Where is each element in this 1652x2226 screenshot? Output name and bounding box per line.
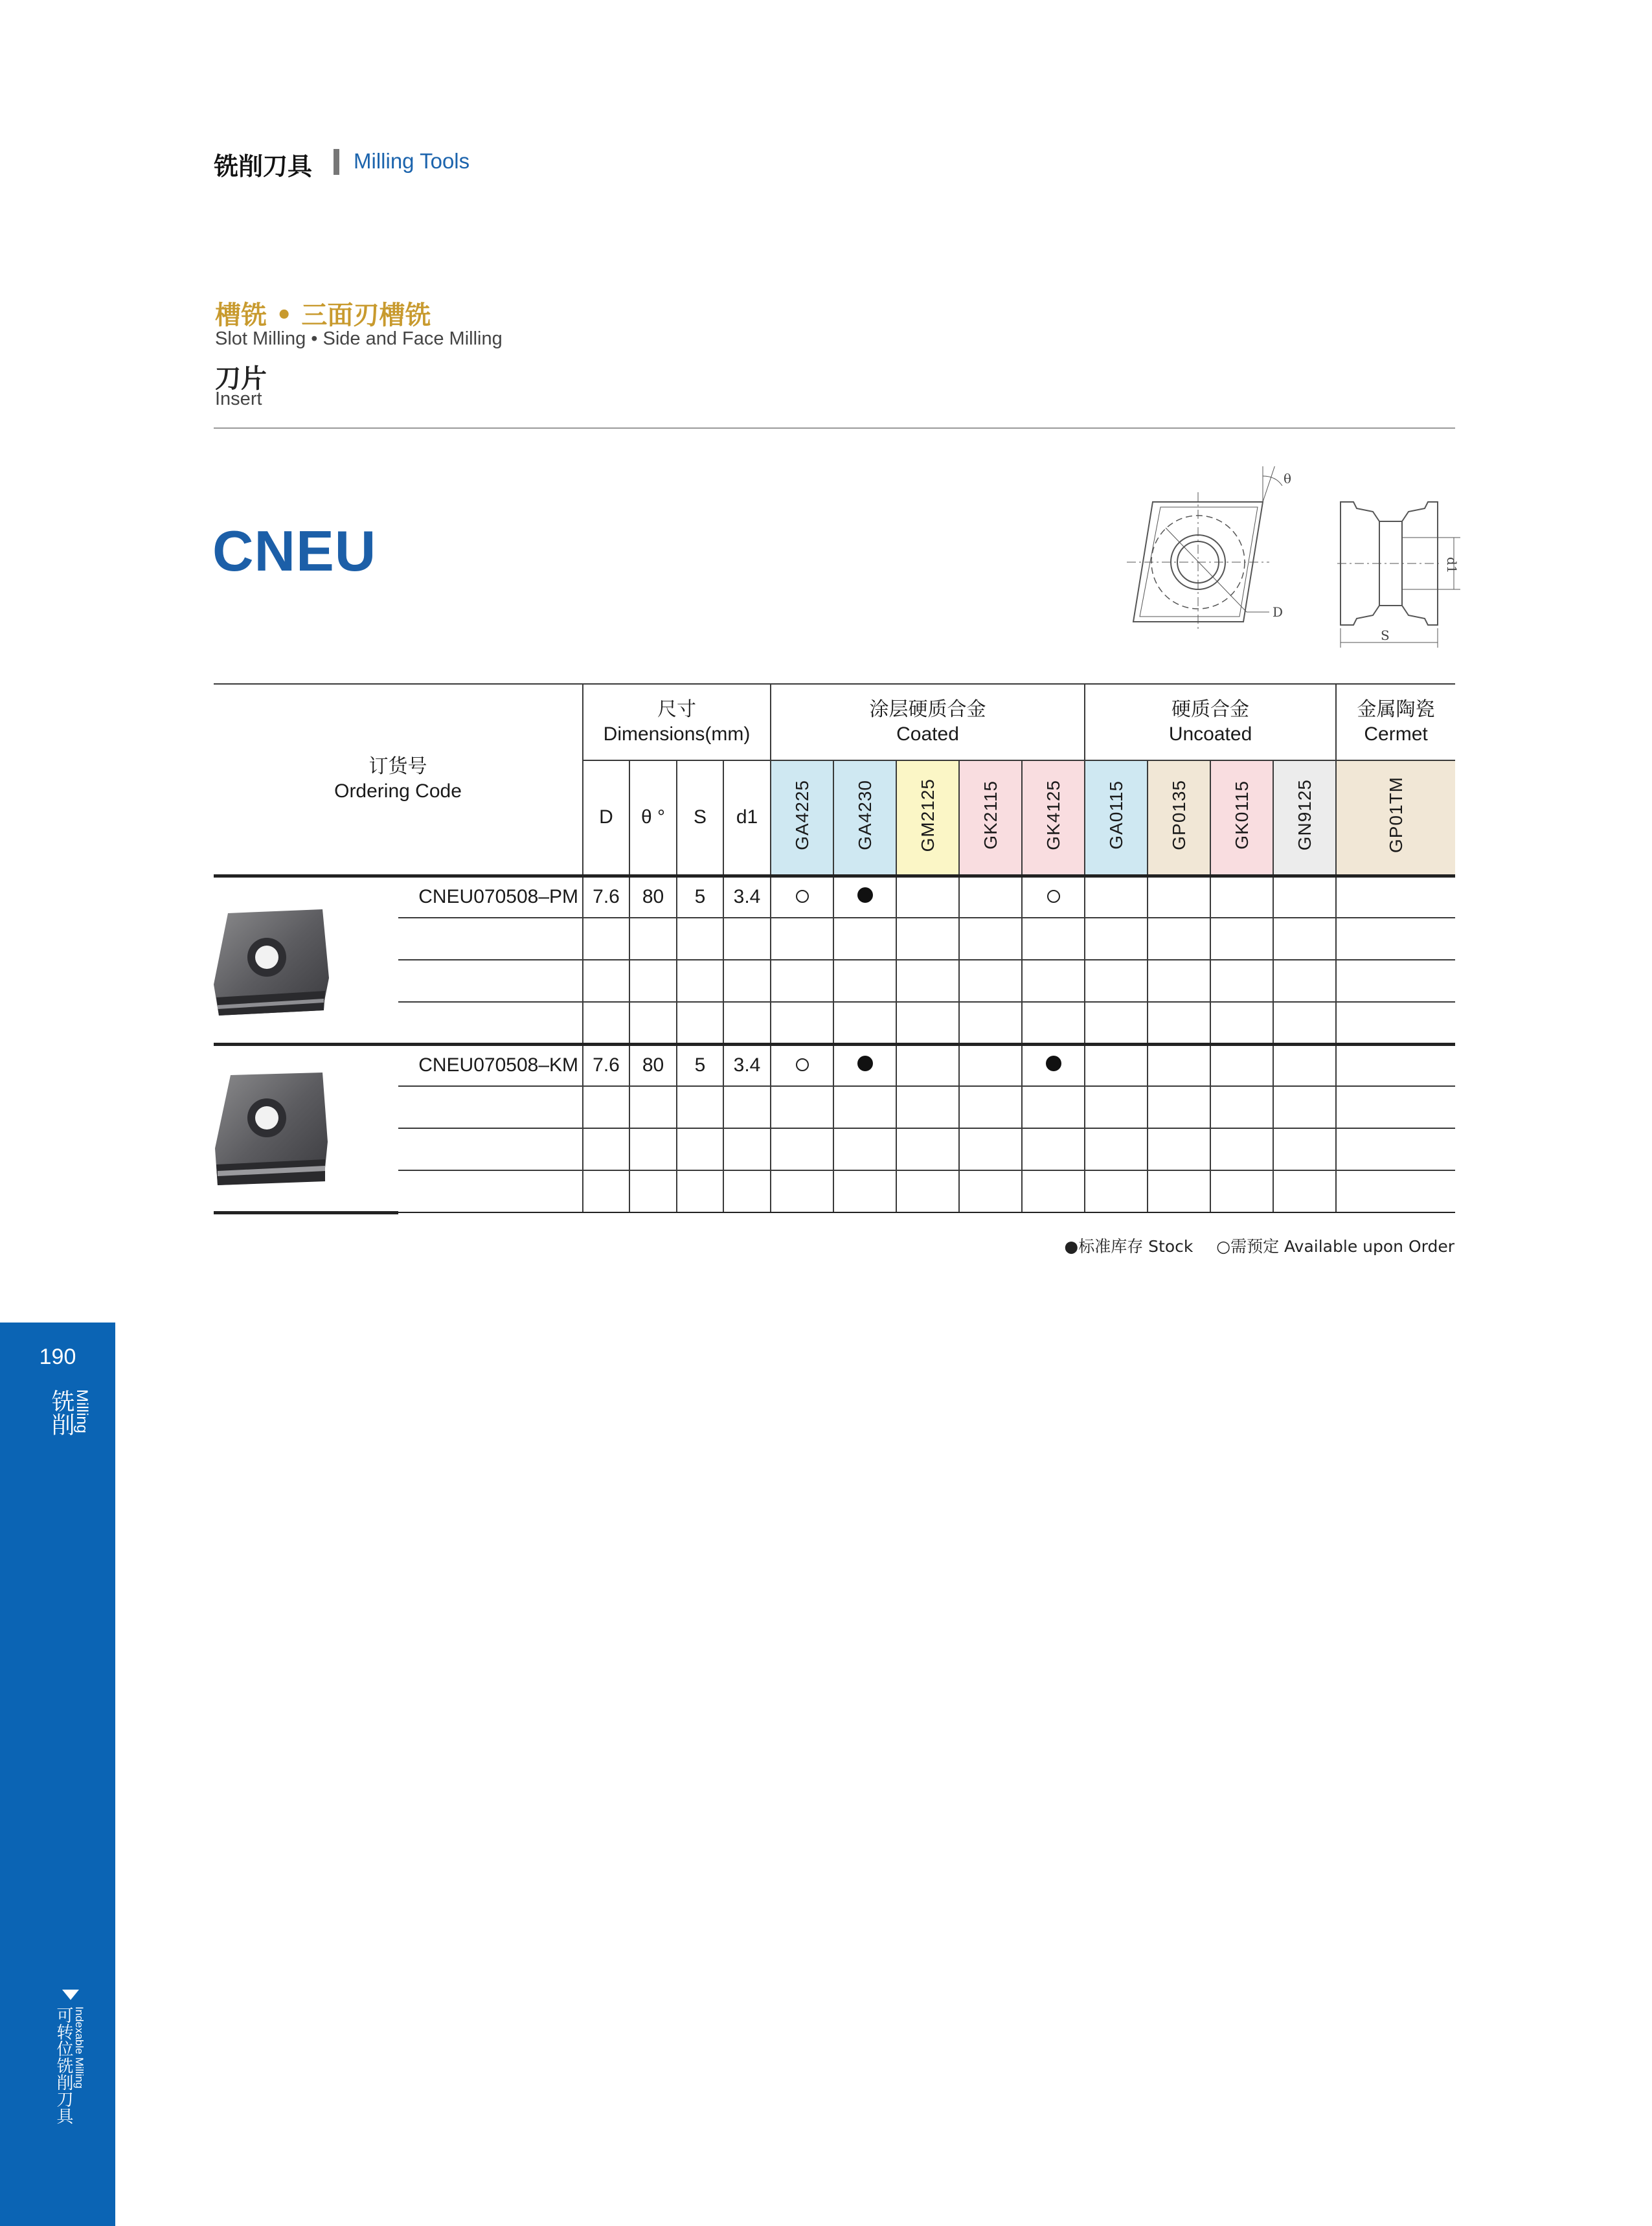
legend xyxy=(1064,1234,1454,1257)
empty-cell xyxy=(398,1086,583,1128)
grade-cell xyxy=(1336,918,1455,960)
grade-cell xyxy=(1022,960,1085,1002)
ordering-code: CNEU070508–KM xyxy=(398,1044,583,1086)
grade-cell xyxy=(1022,1086,1085,1128)
grade-cell xyxy=(1022,1170,1085,1212)
grade-cell xyxy=(896,1086,959,1128)
stock-filled-icon xyxy=(857,1056,873,1071)
grade-cell xyxy=(1210,1128,1273,1170)
empty-cell xyxy=(677,960,723,1002)
grade-cell xyxy=(1273,918,1336,960)
grade-cell xyxy=(896,960,959,1002)
dim-col-d1: d1 xyxy=(723,760,771,876)
grade-cell xyxy=(1085,1086,1148,1128)
label-theta: θ xyxy=(1284,471,1292,486)
label-d1: d1 xyxy=(1444,557,1460,574)
grade-cell xyxy=(1148,918,1210,960)
legend-stock: ●标准库存 Stock xyxy=(1064,1237,1194,1256)
grade-cell xyxy=(1210,1170,1273,1212)
grade-label: GK4125 xyxy=(1043,779,1063,850)
grade-cell xyxy=(1273,1170,1336,1212)
grade-cell xyxy=(1210,960,1273,1002)
grade-col-gm2125 xyxy=(896,760,959,876)
grade-cell xyxy=(833,960,896,1002)
grade-label: GM2125 xyxy=(917,778,938,852)
table-row-empty xyxy=(214,1128,1455,1170)
grade-cell xyxy=(833,1128,896,1170)
grade-cell xyxy=(959,1044,1022,1086)
grade-cell xyxy=(959,876,1022,918)
empty-cell xyxy=(723,1170,771,1212)
empty-cell xyxy=(583,1002,629,1044)
grade-cell xyxy=(1085,1002,1148,1044)
grade-label: GA0115 xyxy=(1105,780,1126,850)
grade-cell xyxy=(771,960,833,1002)
grade-cell xyxy=(896,1128,959,1170)
grade-col-ga4225 xyxy=(771,760,833,876)
cermet-en: Cermet xyxy=(1364,723,1428,745)
grade-cell xyxy=(1148,1086,1210,1128)
grade-col-gk0115 xyxy=(1210,760,1273,876)
grade-cell xyxy=(896,876,959,918)
table-row-empty xyxy=(214,918,1455,960)
model-name: CNEU xyxy=(212,519,377,583)
grade-cell xyxy=(1022,1044,1085,1086)
ordering-code-en: Ordering Code xyxy=(334,780,462,802)
grade-cell xyxy=(1085,1128,1148,1170)
grade-cell xyxy=(1273,1086,1336,1128)
grade-label: GA4225 xyxy=(791,779,812,850)
dim-value-D: 7.6 xyxy=(583,1044,629,1086)
grade-cell xyxy=(1273,1128,1336,1170)
coated-header xyxy=(771,684,1085,760)
grade-label: GK0115 xyxy=(1231,780,1252,850)
grade-cell xyxy=(833,876,896,918)
grade-cell xyxy=(959,1086,1022,1128)
grade-cell xyxy=(1336,1128,1455,1170)
empty-cell xyxy=(629,1128,677,1170)
ordering-table xyxy=(214,683,1455,1214)
ordering-code-header xyxy=(214,684,583,876)
grade-label: GK2115 xyxy=(980,780,1001,850)
page-number: 190 xyxy=(39,1345,76,1369)
grade-cell xyxy=(1210,1002,1273,1044)
grade-cell xyxy=(1022,918,1085,960)
grade-cell xyxy=(1336,1002,1455,1044)
table-row-empty xyxy=(214,1002,1455,1044)
stock-filled-icon xyxy=(1046,1056,1061,1071)
grade-cell xyxy=(959,1128,1022,1170)
ordering-code-cn: 订货号 xyxy=(368,756,427,778)
grade-cell xyxy=(771,1044,833,1086)
header-divider xyxy=(334,149,339,175)
empty-cell xyxy=(398,1128,583,1170)
grade-cell xyxy=(1085,918,1148,960)
ordering-code: CNEU070508–PM xyxy=(398,876,583,918)
grade-cell xyxy=(1336,960,1455,1002)
coated-cn: 涂层硬质合金 xyxy=(869,699,986,720)
grade-cell xyxy=(771,1086,833,1128)
sidebar-label-en: Milling xyxy=(73,1389,91,1434)
grade-cell xyxy=(1022,876,1085,918)
table-row-empty xyxy=(214,1170,1455,1212)
grade-label: GP0135 xyxy=(1168,779,1189,850)
empty-cell xyxy=(629,960,677,1002)
grade-cell xyxy=(1148,1128,1210,1170)
cermet-header xyxy=(1336,684,1455,760)
insert-title-en: Insert xyxy=(215,389,262,409)
sidebar-bottom-en: Indexable Milling xyxy=(73,2006,85,2089)
grade-cell xyxy=(1148,960,1210,1002)
grade-cell xyxy=(771,1128,833,1170)
empty-cell xyxy=(629,1002,677,1044)
uncoated-header xyxy=(1085,684,1336,760)
empty-cell xyxy=(583,918,629,960)
grade-cell xyxy=(1336,1170,1455,1212)
grade-cell xyxy=(959,1002,1022,1044)
empty-cell xyxy=(398,960,583,1002)
order-circle-icon xyxy=(796,1058,809,1071)
grade-cell xyxy=(1273,876,1336,918)
insert-technical-drawing xyxy=(1114,466,1464,654)
grade-cell xyxy=(1085,960,1148,1002)
legend-order: ○需预定 Available upon Order xyxy=(1216,1237,1454,1256)
dim-col-D: D xyxy=(583,760,629,876)
dimensions-en: Dimensions(mm) xyxy=(603,723,751,745)
insert-image-km xyxy=(214,1067,330,1190)
uncoated-en: Uncoated xyxy=(1168,723,1252,745)
empty-cell xyxy=(677,1170,723,1212)
empty-cell xyxy=(398,1170,583,1212)
grade-cell xyxy=(896,1044,959,1086)
grade-cell xyxy=(1022,1128,1085,1170)
stock-filled-icon xyxy=(857,887,873,903)
section-title-en: Slot Milling • Side and Face Milling xyxy=(215,328,503,349)
order-circle-icon xyxy=(796,890,809,903)
grade-cell xyxy=(896,1002,959,1044)
table-row-empty xyxy=(214,1086,1455,1128)
grade-cell xyxy=(1210,1086,1273,1128)
grade-col-ga0115 xyxy=(1085,760,1148,876)
empty-cell xyxy=(677,1086,723,1128)
grade-cell xyxy=(771,1170,833,1212)
grade-cell xyxy=(1085,876,1148,918)
empty-cell xyxy=(723,1002,771,1044)
dim-value-D: 7.6 xyxy=(583,876,629,918)
empty-cell xyxy=(677,1002,723,1044)
grade-cell xyxy=(896,918,959,960)
grade-label: GA4230 xyxy=(854,779,875,850)
empty-cell xyxy=(629,1170,677,1212)
grade-cell xyxy=(1148,1170,1210,1212)
empty-cell xyxy=(583,1128,629,1170)
grade-cell xyxy=(1273,960,1336,1002)
grade-col-gk2115 xyxy=(959,760,1022,876)
empty-cell xyxy=(677,918,723,960)
empty-cell xyxy=(629,1086,677,1128)
grade-cell xyxy=(1336,1044,1455,1086)
grade-col-gp01tm xyxy=(1336,760,1455,876)
grade-cell xyxy=(1273,1002,1336,1044)
empty-cell xyxy=(583,1170,629,1212)
grade-cell xyxy=(959,1170,1022,1212)
label-D: D xyxy=(1273,604,1284,620)
empty-cell xyxy=(723,918,771,960)
order-circle-icon xyxy=(1047,890,1060,903)
grade-label: GP01TM xyxy=(1385,777,1406,854)
dim-value-S: 5 xyxy=(677,876,723,918)
empty-cell xyxy=(723,960,771,1002)
grade-cell xyxy=(833,1002,896,1044)
grade-cell xyxy=(1336,1086,1455,1128)
grade-cell xyxy=(1210,1044,1273,1086)
section-title-cn: 槽铣 • 三面刃槽铣 xyxy=(215,301,431,330)
dim-col-theta: θ ° xyxy=(629,760,677,876)
grade-cell xyxy=(1148,1044,1210,1086)
dim-value-d1: 3.4 xyxy=(723,876,771,918)
header-title-cn: 铣削刀具 xyxy=(214,152,313,181)
grade-col-gp0135 xyxy=(1148,760,1210,876)
triangle-down-icon xyxy=(62,1990,79,2001)
empty-cell xyxy=(629,918,677,960)
table-row xyxy=(214,876,1455,918)
dimensions-cn: 尺寸 xyxy=(657,699,696,720)
grade-cell xyxy=(896,1170,959,1212)
grade-cell xyxy=(959,960,1022,1002)
uncoated-cn: 硬质合金 xyxy=(1171,699,1250,720)
grade-col-ga4230 xyxy=(833,760,896,876)
dimensions-header xyxy=(583,684,771,760)
section-rule xyxy=(214,427,1455,429)
grade-col-gn9125 xyxy=(1273,760,1336,876)
empty-cell xyxy=(677,1128,723,1170)
grade-cell xyxy=(833,1086,896,1128)
table-row xyxy=(214,1044,1455,1086)
table-row-empty xyxy=(214,960,1455,1002)
grade-cell xyxy=(1273,1044,1336,1086)
grade-cell xyxy=(1085,1170,1148,1212)
grade-col-gk4125 xyxy=(1022,760,1085,876)
header-title-en: Milling Tools xyxy=(354,149,470,173)
coated-en: Coated xyxy=(896,723,959,745)
cermet-cn: 金属陶瓷 xyxy=(1357,699,1435,720)
dim-value-d1: 3.4 xyxy=(723,1044,771,1086)
dim-col-S: S xyxy=(677,760,723,876)
grade-cell xyxy=(833,1044,896,1086)
grade-cell xyxy=(1085,1044,1148,1086)
insert-title-cn: 刀片 xyxy=(215,364,267,394)
grade-cell xyxy=(959,918,1022,960)
grade-label: GN9125 xyxy=(1294,779,1315,851)
empty-cell xyxy=(723,1128,771,1170)
grade-cell xyxy=(771,1002,833,1044)
empty-cell xyxy=(398,918,583,960)
empty-cell xyxy=(398,1002,583,1044)
empty-cell xyxy=(583,1086,629,1128)
grade-cell xyxy=(1336,876,1455,918)
sidebar-bottom-cn: 可转位铣削刀具 xyxy=(54,2006,73,2124)
dim-value-S: 5 xyxy=(677,1044,723,1086)
sidebar-label-cn: 铣削 xyxy=(48,1389,74,1436)
grade-cell xyxy=(833,918,896,960)
grade-cell xyxy=(1148,1002,1210,1044)
grade-cell xyxy=(771,918,833,960)
grade-cell xyxy=(1210,918,1273,960)
grade-cell xyxy=(1210,876,1273,918)
empty-cell xyxy=(583,960,629,1002)
grade-cell xyxy=(1022,1002,1085,1044)
label-S: S xyxy=(1381,628,1390,643)
grade-cell xyxy=(771,876,833,918)
insert-image-pm xyxy=(214,900,330,1020)
grade-cell xyxy=(833,1170,896,1212)
dim-value-theta: 80 xyxy=(629,1044,677,1086)
empty-cell xyxy=(723,1086,771,1128)
grade-cell xyxy=(1148,876,1210,918)
dim-value-theta: 80 xyxy=(629,876,677,918)
